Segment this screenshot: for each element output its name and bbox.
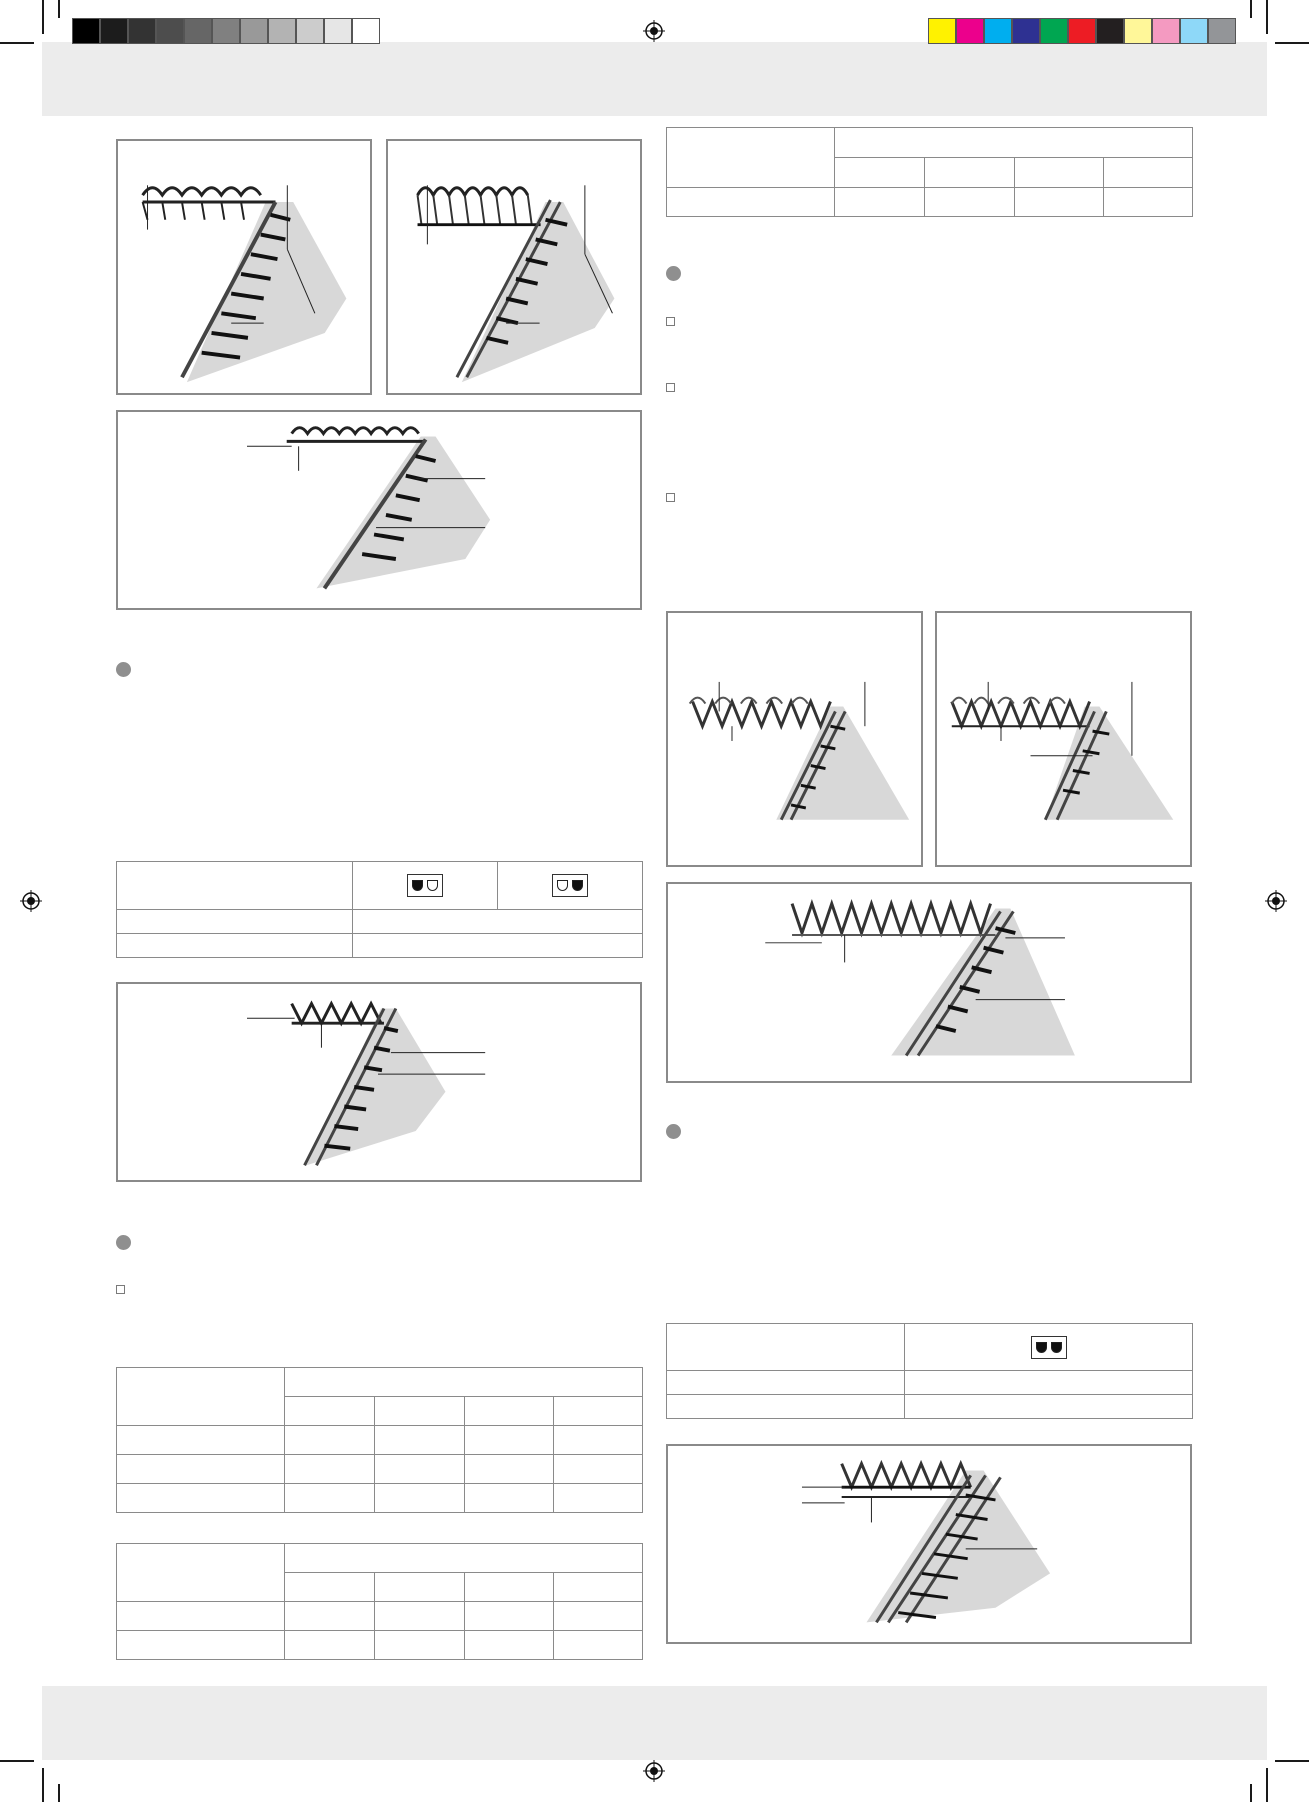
table-cell	[667, 1371, 905, 1395]
table-cell	[375, 1602, 465, 1631]
table-cell	[554, 1484, 643, 1513]
calibration-swatch	[212, 18, 240, 44]
table-cell	[465, 1455, 554, 1484]
table-cell	[285, 1455, 375, 1484]
crop-mark	[1250, 1784, 1252, 1802]
table-cell	[117, 862, 353, 910]
calibration-swatch	[240, 18, 268, 44]
calibration-swatch	[1152, 18, 1180, 44]
calibration-swatch	[128, 18, 156, 44]
overlock-figure-g	[666, 882, 1192, 1083]
table-cell	[375, 1397, 465, 1426]
calibration-swatch	[984, 18, 1012, 44]
calibration-swatch	[928, 18, 956, 44]
table-cell	[465, 1602, 554, 1631]
table-cell	[835, 128, 1193, 158]
crop-mark	[58, 1784, 60, 1802]
crop-mark	[42, 0, 44, 34]
table-cell	[375, 1484, 465, 1513]
crop-mark	[0, 42, 34, 44]
section-dot-marker	[116, 662, 131, 677]
table-cell	[554, 1426, 643, 1455]
table-cell	[554, 1631, 643, 1660]
list-bullet-icon	[666, 317, 675, 326]
crop-mark	[1250, 0, 1252, 18]
section-dot-marker	[666, 266, 681, 281]
calibration-swatch	[1096, 18, 1124, 44]
overlock-figure-e	[666, 611, 923, 867]
needle-left-only-icon	[407, 874, 443, 897]
list-bullet-icon	[116, 1285, 125, 1294]
calibration-swatch	[1180, 18, 1208, 44]
table-cell	[117, 910, 353, 934]
table-cell	[465, 1631, 554, 1660]
overlock-figure-a	[116, 139, 372, 395]
settings-table-1	[116, 1367, 643, 1513]
table-cell	[285, 1426, 375, 1455]
table-cell	[1015, 158, 1104, 188]
table-cell	[117, 1368, 285, 1426]
table-cell	[905, 1395, 1193, 1419]
table-cell	[375, 1631, 465, 1660]
table-cell	[117, 1602, 285, 1631]
table-cell	[353, 862, 498, 910]
settings-table-2	[116, 1543, 643, 1660]
table-cell	[117, 934, 353, 958]
table-cell	[353, 934, 643, 958]
table-cell	[667, 1324, 905, 1371]
calibration-swatch	[1208, 18, 1236, 44]
calibration-swatch	[1012, 18, 1040, 44]
overlock-figure-f	[935, 611, 1192, 867]
table-cell	[835, 158, 925, 188]
needle-position-table	[116, 861, 643, 958]
calibration-swatch	[184, 18, 212, 44]
crop-mark	[0, 1760, 34, 1762]
table-cell	[554, 1602, 643, 1631]
calibration-swatch	[1124, 18, 1152, 44]
table-cell	[465, 1397, 554, 1426]
settings-table-3	[666, 127, 1193, 217]
section-dot-marker	[116, 1235, 131, 1250]
table-cell	[285, 1368, 643, 1397]
table-cell	[905, 1371, 1193, 1395]
needle-both-table	[666, 1323, 1193, 1419]
table-cell	[285, 1573, 375, 1602]
calibration-swatch	[352, 18, 380, 44]
registration-mark-icon	[20, 890, 42, 912]
calibration-swatch	[296, 18, 324, 44]
table-cell	[498, 862, 643, 910]
registration-mark-icon	[1265, 890, 1287, 912]
table-cell	[117, 1544, 285, 1602]
table-cell	[905, 1324, 1193, 1371]
table-cell	[285, 1484, 375, 1513]
table-cell	[554, 1573, 643, 1602]
registration-mark-icon	[643, 1760, 665, 1782]
calibration-swatch	[1068, 18, 1096, 44]
calibration-swatch	[324, 18, 352, 44]
table-cell	[117, 1631, 285, 1660]
crop-mark	[1275, 42, 1309, 44]
table-cell	[117, 1484, 285, 1513]
table-cell	[554, 1455, 643, 1484]
needle-both-icon	[1031, 1336, 1067, 1359]
crop-mark	[1275, 1760, 1309, 1762]
calibration-swatch	[100, 18, 128, 44]
table-cell	[465, 1484, 554, 1513]
overlock-figure-h	[666, 1444, 1192, 1644]
table-cell	[117, 1426, 285, 1455]
crop-mark	[42, 1768, 44, 1802]
overlock-figure-b	[386, 139, 642, 395]
calibration-swatch	[956, 18, 984, 44]
table-cell	[667, 1395, 905, 1419]
table-cell	[925, 158, 1015, 188]
list-bullet-icon	[666, 383, 675, 392]
table-cell	[465, 1573, 554, 1602]
table-cell	[925, 188, 1015, 217]
table-cell	[554, 1397, 643, 1426]
crop-mark	[58, 0, 60, 18]
section-dot-marker	[666, 1124, 681, 1139]
table-cell	[465, 1426, 554, 1455]
table-cell	[667, 188, 835, 217]
table-cell	[1104, 158, 1193, 188]
overlock-figure-d	[116, 982, 642, 1182]
needle-right-only-icon	[552, 874, 588, 897]
table-cell	[285, 1397, 375, 1426]
table-cell	[1015, 188, 1104, 217]
calibration-swatch	[268, 18, 296, 44]
table-cell	[285, 1544, 643, 1573]
grayscale-calibration-bar	[72, 0, 382, 62]
overlock-figure-c	[116, 410, 642, 610]
table-cell	[375, 1426, 465, 1455]
table-cell	[835, 188, 925, 217]
table-cell	[285, 1631, 375, 1660]
calibration-swatch	[1040, 18, 1068, 44]
calibration-swatch	[72, 18, 100, 44]
table-cell	[375, 1455, 465, 1484]
calibration-swatch	[156, 18, 184, 44]
color-calibration-bar	[928, 0, 1238, 62]
table-cell	[117, 1455, 285, 1484]
table-cell	[1104, 188, 1193, 217]
crop-mark	[1266, 0, 1268, 34]
table-cell	[353, 910, 643, 934]
table-cell	[667, 128, 835, 188]
crop-mark	[1266, 1768, 1268, 1802]
list-bullet-icon	[666, 493, 675, 502]
registration-mark-icon	[643, 20, 665, 42]
table-cell	[285, 1602, 375, 1631]
table-cell	[375, 1573, 465, 1602]
footer-band	[42, 1686, 1267, 1760]
